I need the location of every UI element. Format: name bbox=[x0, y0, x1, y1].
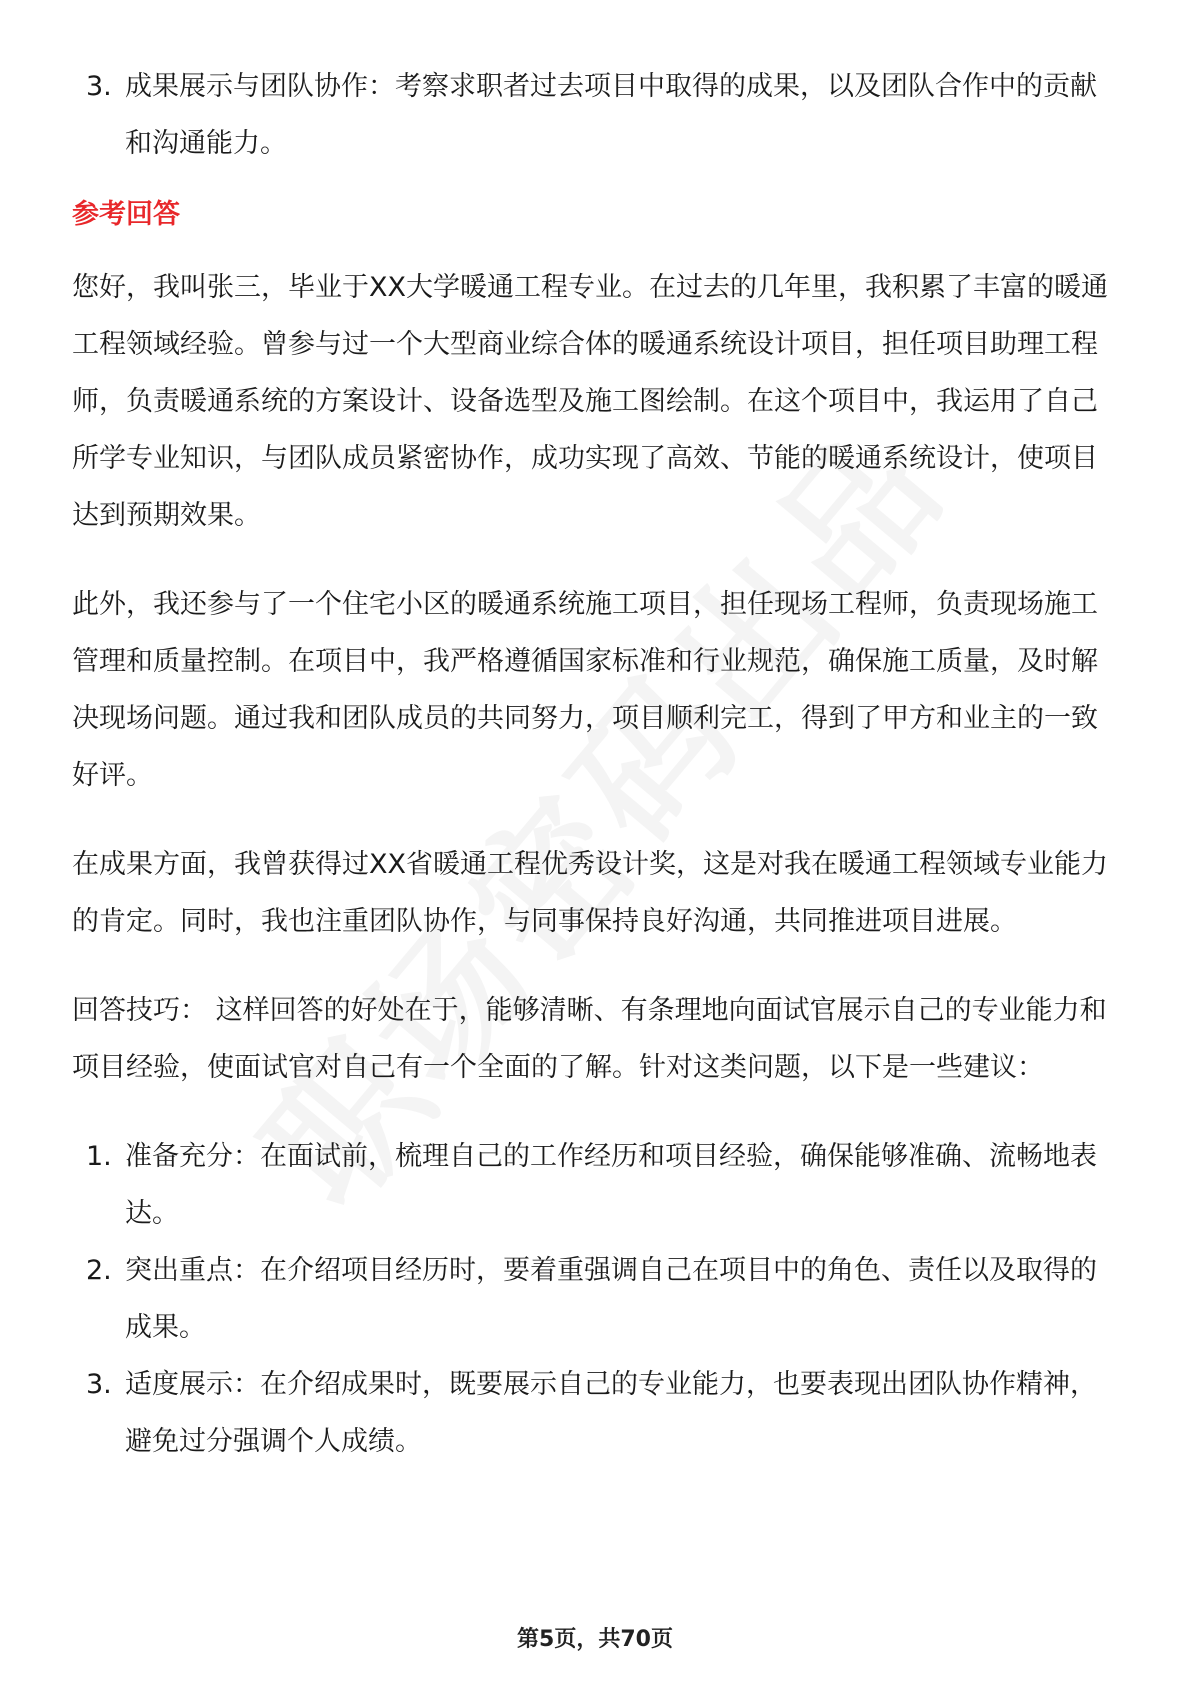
list-item bbox=[72, 1242, 1120, 1356]
list-number: 3. bbox=[86, 71, 112, 102]
list-number: 3. bbox=[86, 1369, 112, 1400]
criteria-list bbox=[72, 58, 1120, 172]
answer-paragraph-1: 您好，我叫张三，毕业于XX大学暖通工程专业。在过去的几年里，我积累了丰富的暖通工程领域经验。曾参与过一个大型商业综合体的暖通系统设计项目，担任项目助理工程师，负责暖通系统的方案设计、设备选型及施工图绘制。在这个项目中，我运用了自己所学专业知识，与团队成员紧密协作，成功实现了高效、节能的暖通系统设计，使项目达到预期效果。 bbox=[72, 272, 1108, 531]
list-item bbox=[72, 58, 1120, 172]
answer-paragraph-2: 此外，我还参与了一个住宅小区的暖通系统施工项目，担任现场工程师，负责现场施工管理和质量控制。在项目中，我严格遵循国家标准和行业规范，确保施工质量，及时解决现场问题。通过我和团队成员的共同努力，项目顺利完工，得到了甲方和业主的一致好评。 bbox=[72, 589, 1098, 791]
list-number: 1. bbox=[86, 1141, 112, 1172]
list-text: 适度展示：在介绍成果时，既要展示自己的专业能力，也要表现出团队协作精神，避免过分强调个人成绩。 bbox=[125, 1369, 1097, 1457]
tips-list bbox=[72, 1128, 1120, 1470]
list-item bbox=[72, 1356, 1120, 1470]
list-text: 准备充分：在面试前，梳理自己的工作经历和项目经验，确保能够准确、流畅地表达。 bbox=[125, 1141, 1097, 1229]
list-item bbox=[72, 1128, 1120, 1242]
tips-intro-paragraph: 回答技巧： 这样回答的好处在于，能够清晰、有条理地向面试官展示自己的专业能力和项目经验，使面试官对自己有一个全面的了解。针对这类问题，以下是一些建议： bbox=[72, 995, 1107, 1083]
list-text: 突出重点：在介绍项目经历时，要着重强调自己在项目中的角色、责任以及取得的成果。 bbox=[125, 1255, 1097, 1343]
list-number: 2. bbox=[86, 1255, 112, 1286]
document-body bbox=[72, 58, 1120, 1470]
list-text: 成果展示与团队协作：考察求职者过去项目中取得的成果，以及团队合作中的贡献和沟通能力。 bbox=[125, 71, 1097, 159]
page-footer: 第5页，共70页 bbox=[517, 1627, 673, 1652]
section-heading: 参考回答 bbox=[72, 199, 180, 230]
answer-paragraph-3: 在成果方面，我曾获得过XX省暖通工程优秀设计奖，这是对我在暖通工程领域专业能力的肯定。同时，我也注重团队协作，与同事保持良好沟通，共同推进项目进展。 bbox=[72, 849, 1108, 937]
